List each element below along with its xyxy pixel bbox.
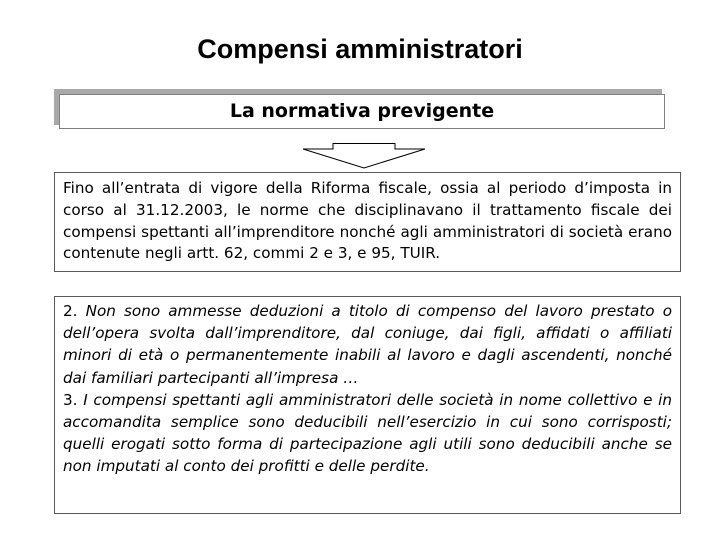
article-paragraph-3	[63, 389, 672, 478]
intro-text: Fino all’entrata di vigore della Riforma fiscale, ossia al periodo d’imposta in corso al 31.12.2003, le norme che disciplinavano il trattamento fiscale dei compensi spettanti all’imprenditore nonché agli amministratori di società erano contenute negli artt. 62, commi 2 e 3, e 95, TUIR.	[63, 179, 672, 263]
intro-text-box	[54, 172, 681, 272]
article-text-3: I compensi spettanti agli amministratori delle società in nome collettivo e in accomandita semplice sono deducibili nell’esercizio in cui sono corrisposti; quelli erogati sotto forma di partecipazione agli utili sono deducibili anche se non imputati al conto dei profitti e delle perdite.	[63, 390, 672, 476]
article-number-2: 2.	[63, 302, 78, 320]
norms-text-box	[54, 296, 681, 514]
slide-title: Compensi amministratori	[197, 34, 523, 64]
down-arrow-icon	[302, 143, 426, 169]
article-paragraph-2	[63, 300, 672, 389]
article-text-2: Non sono ammesse deduzioni a titolo di compenso del lavoro prestato o dell’opera svolta dall’imprenditore, dal coniuge, dai figli, affidati o affiliati minori di età o permanentemente inabili al lavoro e dagli ascendenti, nonché dai familiari partecipanti all’impresa …	[63, 302, 672, 387]
subtitle-box: La normativa previgente	[59, 94, 665, 129]
article-number-3: 3.	[63, 390, 78, 409]
